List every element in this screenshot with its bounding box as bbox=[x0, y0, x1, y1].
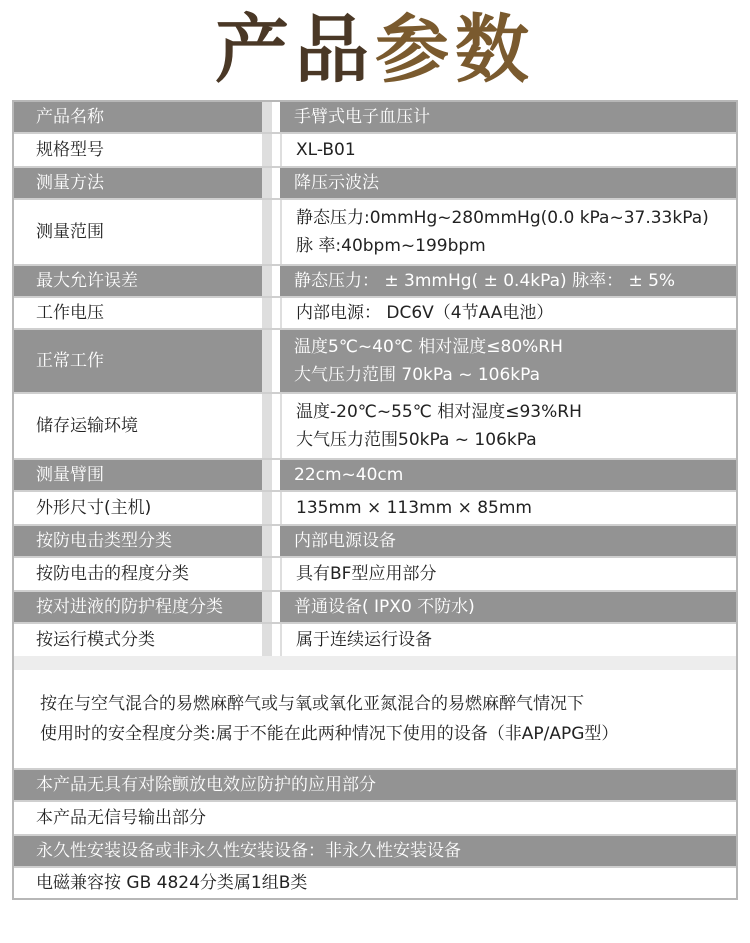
spec-value bbox=[280, 330, 736, 392]
spec-row-liquid-protection bbox=[14, 592, 736, 622]
defib-protection-note bbox=[14, 770, 736, 800]
spec-row-max-error bbox=[14, 266, 736, 296]
title-part-2: 参数 bbox=[375, 7, 535, 93]
spec-value: 降压示波法 bbox=[280, 168, 736, 198]
spec-row-product-name bbox=[14, 102, 736, 132]
spec-value: 手臂式电子血压计 bbox=[280, 102, 736, 132]
spec-label: 测量范围 bbox=[14, 200, 272, 264]
spec-row-operation-mode bbox=[14, 624, 736, 656]
spec-row-dimensions bbox=[14, 492, 736, 524]
spec-value: 135mm × 113mm × 85mm bbox=[280, 492, 736, 524]
spec-label: 正常工作 bbox=[14, 330, 272, 392]
note-text: 本产品无具有对除颤放电效应防护的应用部分 bbox=[36, 775, 376, 795]
safety-note-line: 使用时的安全程度分类:属于不能在此两种情况下使用的设备（非AP/APG型） bbox=[40, 724, 619, 744]
spec-row-model bbox=[14, 134, 736, 166]
spec-value: 22cm~40cm bbox=[280, 460, 736, 490]
safety-note-line: 按在与空气混合的易燃麻醉气或与氧或氧化亚氮混合的易燃麻醉气情况下 bbox=[40, 694, 584, 714]
spec-label: 工作电压 bbox=[14, 298, 272, 328]
spec-label: 储存运输环境 bbox=[14, 394, 272, 458]
title-part-1: 产品 bbox=[215, 7, 375, 93]
spec-row-arm-circumference bbox=[14, 460, 736, 490]
spec-label: 规格型号 bbox=[14, 134, 272, 166]
note-text: 电磁兼容按 GB 4824分类属1组B类 bbox=[36, 873, 308, 893]
spec-label: 按防电击类型分类 bbox=[14, 526, 272, 556]
spec-value: 具有BF型应用部分 bbox=[280, 558, 736, 590]
spec-label: 产品名称 bbox=[14, 102, 272, 132]
spec-value: 静态压力： ± 3mmHg( ± 0.4kPa) 脉率： ± 5% bbox=[280, 266, 736, 296]
spec-row-storage bbox=[14, 394, 736, 458]
spec-row-range bbox=[14, 200, 736, 264]
note-text: 本产品无信号输出部分 bbox=[36, 808, 206, 828]
spec-label: 测量臂围 bbox=[14, 460, 272, 490]
spec-table bbox=[12, 100, 738, 900]
page-title bbox=[0, 8, 750, 92]
spec-label: 最大允许误差 bbox=[14, 266, 272, 296]
spec-value-line: 大气压力范围50kPa ~ 106kPa bbox=[296, 430, 537, 450]
spec-value: 属于连续运行设备 bbox=[280, 624, 736, 656]
spec-value bbox=[280, 200, 736, 264]
spec-value: 普通设备( IPX0 不防水) bbox=[280, 592, 736, 622]
spec-label: 按防电击的程度分类 bbox=[14, 558, 272, 590]
spec-value-line: 温度-20℃~55℃ 相对湿度≤93%RH bbox=[296, 402, 582, 422]
note-text: 永久性安装设备或非永久性安装设备：非永久性安装设备 bbox=[36, 841, 461, 861]
spec-row-method bbox=[14, 168, 736, 198]
spec-row-voltage bbox=[14, 298, 736, 328]
spec-row-operating bbox=[14, 330, 736, 392]
spec-label: 按对进液的防护程度分类 bbox=[14, 592, 272, 622]
section-gap bbox=[14, 656, 736, 670]
spec-value-line: 大气压力范围 70kPa ~ 106kPa bbox=[294, 365, 541, 385]
spec-value: 内部电源： DC6V（4节AA电池） bbox=[280, 298, 736, 328]
safety-note bbox=[14, 670, 736, 768]
spec-row-shock-degree bbox=[14, 558, 736, 590]
signal-output-note bbox=[14, 802, 736, 834]
spec-label: 外形尺寸(主机) bbox=[14, 492, 272, 524]
installation-note bbox=[14, 836, 736, 866]
emc-note bbox=[14, 868, 736, 898]
spec-label: 按运行模式分类 bbox=[14, 624, 272, 656]
spec-value bbox=[280, 394, 736, 458]
spec-value: 内部电源设备 bbox=[280, 526, 736, 556]
spec-value: XL-B01 bbox=[280, 134, 736, 166]
spec-label: 测量方法 bbox=[14, 168, 272, 198]
spec-value-line: 脉 率:40bpm~199bpm bbox=[296, 236, 486, 256]
spec-value-line: 静态压力:0mmHg~280mmHg(0.0 kPa~37.33kPa) bbox=[296, 208, 709, 228]
spec-value-line: 温度5℃~40℃ 相对湿度≤80%RH bbox=[294, 337, 563, 357]
spec-row-shock-type bbox=[14, 526, 736, 556]
